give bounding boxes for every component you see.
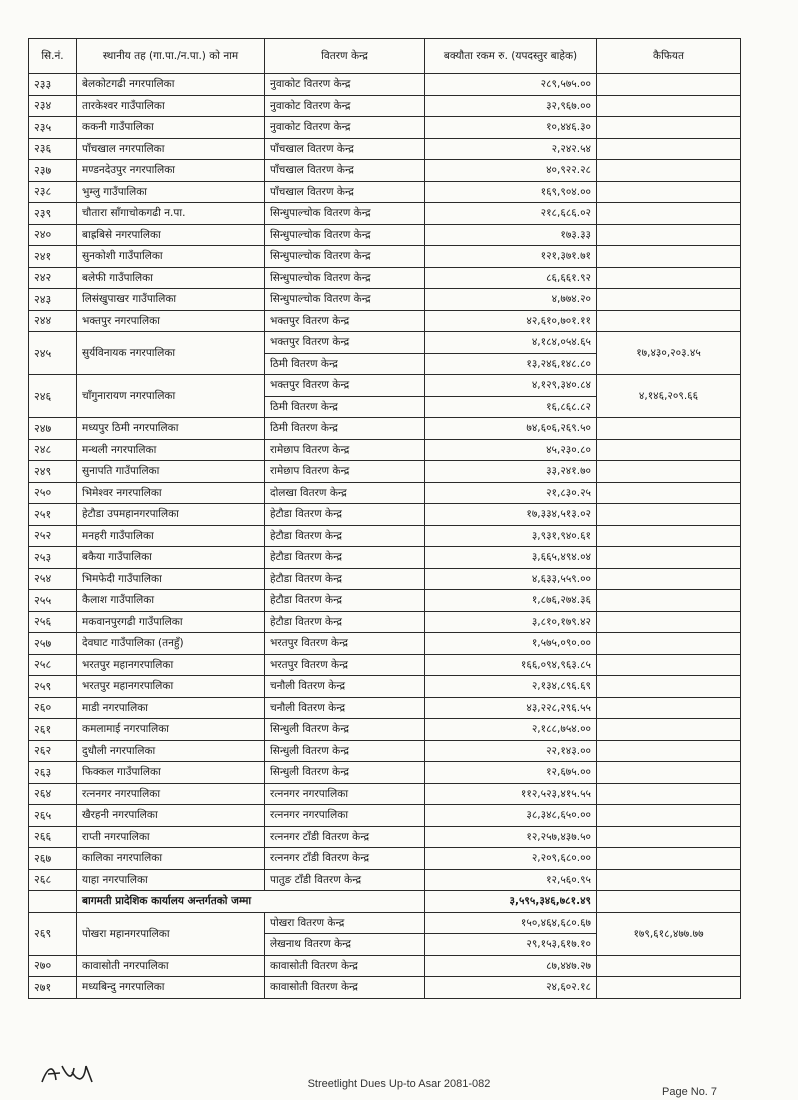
row-sn: २४१ [29,246,77,268]
row-remarks [597,955,741,977]
row-sn: २६३ [29,762,77,784]
row-sn: २५२ [29,525,77,547]
row-distribution-center: पोखरा वितरण केन्द्र [265,912,425,934]
row-remarks [597,504,741,526]
table-row [29,719,741,741]
row-sn: २३३ [29,74,77,96]
table-row [29,955,741,977]
row-local-body: मकवानपुरगढी गाउँपालिका [77,611,265,633]
row-remarks [597,547,741,569]
row-distribution-center: पातुङ टाँडी वितरण केन्द्र [265,869,425,891]
row-amount: १०,४४६.३० [425,117,597,139]
row-distribution-center: भरतपुर वितरण केन्द्र [265,654,425,676]
table-row [29,547,741,569]
row-amount: २८९,५७५.०० [425,74,597,96]
table-row [29,375,741,397]
table-row [29,95,741,117]
row-amount: ३,६६५,४९४.०४ [425,547,597,569]
row-local-body: लिसंखुपाखर गाउँपालिका [77,289,265,311]
row-remarks [597,977,741,999]
row-amount: २,१८८,७५४.०० [425,719,597,741]
row-local-body: खैरहनी नगरपालिका [77,805,265,827]
table-row [29,332,741,354]
row-local-body: कावासोती नगरपालिका [77,955,265,977]
table-row [29,117,741,139]
header-name: स्थानीय तह (गा.पा./न.पा.) को नाम [77,39,265,74]
row-amount: २४,६०२.१८ [425,977,597,999]
row-sn: २५९ [29,676,77,698]
row-sn: २५४ [29,568,77,590]
row-remarks [597,611,741,633]
row-amount: २,२०९,६८०.०० [425,848,597,870]
row-amount: ३,८१०,१७९.४२ [425,611,597,633]
table-row [29,224,741,246]
row-local-body: रत्ननगर नगरपालिका [77,783,265,805]
row-local-body: बलेफी गाउँपालिका [77,267,265,289]
row-sn: २५७ [29,633,77,655]
row-sn: २५८ [29,654,77,676]
row-distribution-center: हेटौडा वितरण केन्द्र [265,547,425,569]
row-local-body: मध्यपुर ठिमी नगरपालिका [77,418,265,440]
row-remarks [597,740,741,762]
row-distribution-center: भक्तपुर वितरण केन्द्र [265,310,425,332]
row-sn: २६७ [29,848,77,870]
row-sn: २३९ [29,203,77,225]
row-local-body: सुनकोशी गाउँपालिका [77,246,265,268]
row-local-body: बकैया गाउँपालिका [77,547,265,569]
row-local-body: कैलाश गाउँपालिका [77,590,265,612]
row-remarks [597,461,741,483]
row-remarks [597,267,741,289]
row-local-body: भरतपुर महानगरपालिका [77,676,265,698]
row-sn: २४५ [29,332,77,375]
row-sn: २६० [29,697,77,719]
row-distribution-center: हेटौडा वितरण केन्द्र [265,504,425,526]
table-row [29,869,741,891]
row-local-body: बाह्रबिसे नगरपालिका [77,224,265,246]
row-sn: २३४ [29,95,77,117]
header-center: वितरण केन्द्र [265,39,425,74]
row-remarks [597,697,741,719]
row-amount: ३,९३१,९४०.६१ [425,525,597,547]
row-local-body: भिमेश्वर नगरपालिका [77,482,265,504]
row-distribution-center: रत्ननगर टाँडी वितरण केन्द्र [265,826,425,848]
table-row [29,740,741,762]
row-sn: २४० [29,224,77,246]
row-remarks [597,138,741,160]
row-local-body: मन्थली नगरपालिका [77,439,265,461]
row-distribution-center: रत्ननगर नगरपालिका [265,805,425,827]
row-distribution-center: पाँचखाल वितरण केन्द्र [265,160,425,182]
row-remarks [597,805,741,827]
row-amount: ८७,४४७.२७ [425,955,597,977]
row-distribution-center: रामेछाप वितरण केन्द्र [265,439,425,461]
row-distribution-center: कावासोती वितरण केन्द्र [265,955,425,977]
row-amount: ४३,२२८,२९६.५५ [425,697,597,719]
row-remarks [597,203,741,225]
table-row [29,461,741,483]
row-sn: २६२ [29,740,77,762]
row-distribution-center: रत्ननगर नगरपालिका [265,783,425,805]
table-row [29,525,741,547]
row-local-body: चाँगुनारायण नगरपालिका [77,375,265,418]
row-distribution-center: चनौली वितरण केन्द्र [265,697,425,719]
row-sn: २४३ [29,289,77,311]
row-remarks [597,869,741,891]
row-remarks [597,74,741,96]
row-local-body: सुनापति गाउँपालिका [77,461,265,483]
row-sn: २५० [29,482,77,504]
total-amount: ३,५९५,३४६,७८१.४९ [425,891,597,913]
header-sn: सि.नं. [29,39,77,74]
row-amount: १७३.३३ [425,224,597,246]
table-row [29,203,741,225]
table-row [29,611,741,633]
row-amount: १,८७६,२७४.३६ [425,590,597,612]
row-local-body: माडी नगरपालिका [77,697,265,719]
table-row [29,267,741,289]
row-remarks [597,590,741,612]
row-distribution-center: नुवाकोट वितरण केन्द्र [265,117,425,139]
table-row [29,74,741,96]
row-amount: १६६,०९४,९६३.८५ [425,654,597,676]
row-amount: ७४,६०६,२६९.५० [425,418,597,440]
row-distribution-center: भक्तपुर वितरण केन्द्र [265,375,425,397]
row-amount: १,५७५,०९०.०० [425,633,597,655]
row-distribution-center: हेटौडा वितरण केन्द्र [265,590,425,612]
row-distribution-center: हेटौडा वितरण केन्द्र [265,568,425,590]
row-remarks [597,783,741,805]
row-remarks [597,848,741,870]
row-amount: ४५,२३०.८० [425,439,597,461]
row-distribution-center: नुवाकोट वितरण केन्द्र [265,95,425,117]
table-row [29,676,741,698]
row-sn: २३५ [29,117,77,139]
row-sn: २७० [29,955,77,977]
row-remarks [597,633,741,655]
table-total-row [29,891,741,913]
table-row [29,826,741,848]
table-row [29,289,741,311]
row-sn: २३८ [29,181,77,203]
row-distribution-center: हेटौडा वितरण केन्द्र [265,525,425,547]
row-remarks-subtotal: ४,१४६,२०९.६६ [597,375,741,418]
row-distribution-center: पाँचखाल वितरण केन्द्र [265,181,425,203]
table-row [29,654,741,676]
row-local-body: भक्तपुर नगरपालिका [77,310,265,332]
table-row [29,310,741,332]
row-distribution-center: सिन्धुली वितरण केन्द्र [265,762,425,784]
row-amount: ३३,२४१.७० [425,461,597,483]
row-amount: ८६,६६१.९२ [425,267,597,289]
row-sn: २६५ [29,805,77,827]
row-amount: २९,१५३,६१७.१० [425,934,597,956]
row-remarks [597,246,741,268]
page-number: Page No. 7 [662,1086,718,1098]
row-local-body: भुम्लु गाउँपालिका [77,181,265,203]
table-row [29,246,741,268]
row-amount: १६,८६८.८२ [425,396,597,418]
row-local-body: मनहरी गाउँपालिका [77,525,265,547]
header-remarks: कैफियत [597,39,741,74]
row-local-body: पाँचखाल नगरपालिका [77,138,265,160]
table-row [29,482,741,504]
row-distribution-center: सिन्धुपाल्चोक वितरण केन्द्र [265,224,425,246]
row-distribution-center: सिन्धुपाल्चोक वितरण केन्द्र [265,267,425,289]
row-distribution-center: दोलखा वितरण केन्द्र [265,482,425,504]
row-remarks [597,762,741,784]
row-local-body: देवघाट गाउँपालिका (तनहुँ) [77,633,265,655]
table-row [29,504,741,526]
row-distribution-center: रामेछाप वितरण केन्द्र [265,461,425,483]
row-sn: २५६ [29,611,77,633]
row-local-body: चौतारा साँगाचोकगढी न.पा. [77,203,265,225]
row-amount: १७,३३४,५१३.०२ [425,504,597,526]
header-amount: बक्यौता रकम रु. (यपदस्तुर बाहेक) [425,39,597,74]
row-amount: १५०,४६४,६८०.६७ [425,912,597,934]
row-distribution-center: पाँचखाल वितरण केन्द्र [265,138,425,160]
row-remarks [597,654,741,676]
table-row [29,762,741,784]
row-sn: २४२ [29,267,77,289]
row-local-body: पोखरा महानगरपालिका [77,912,265,955]
row-sn: २६६ [29,826,77,848]
row-sn: २४९ [29,461,77,483]
row-remarks [597,224,741,246]
footer-title: Streetlight Dues Up-to Asar 2081-082 [307,1078,491,1090]
row-remarks [597,289,741,311]
table-row [29,418,741,440]
row-distribution-center: रत्ननगर टाँडी वितरण केन्द्र [265,848,425,870]
row-amount: २१८,६८६.०२ [425,203,597,225]
row-amount: २,१३४,८९६.६९ [425,676,597,698]
row-distribution-center: सिन्धुली वितरण केन्द्र [265,740,425,762]
row-amount: ३२,९६७.०० [425,95,597,117]
row-local-body: बेलकोटगढी नगरपालिका [77,74,265,96]
table-row [29,977,741,999]
row-local-body: याहा नगरपालिका [77,869,265,891]
row-local-body: सुर्यविनायक नगरपालिका [77,332,265,375]
table-header-row [29,39,741,74]
row-amount: १२,६७५.०० [425,762,597,784]
row-amount: ४,७७४.२० [425,289,597,311]
row-local-body: भिमफेदी गाउँपालिका [77,568,265,590]
row-local-body: दुधौली नगरपालिका [77,740,265,762]
row-amount: १२,२५७,४३७.५० [425,826,597,848]
row-remarks [597,568,741,590]
row-sn: २४४ [29,310,77,332]
row-amount: २२,१४३.०० [425,740,597,762]
row-local-body: तारकेश्वर गाउँपालिका [77,95,265,117]
row-remarks [597,525,741,547]
row-remarks [597,418,741,440]
row-sn: २४६ [29,375,77,418]
row-distribution-center: हेटौडा वितरण केन्द्र [265,611,425,633]
table-row [29,633,741,655]
row-local-body: मध्यबिन्दु नगरपालिका [77,977,265,999]
row-sn: २३७ [29,160,77,182]
row-distribution-center: कावासोती वितरण केन्द्र [265,977,425,999]
row-sn: २५५ [29,590,77,612]
row-sn: २६८ [29,869,77,891]
row-distribution-center: सिन्धुपाल्चोक वितरण केन्द्र [265,246,425,268]
table-row [29,138,741,160]
row-amount: ४,६३३,५५९.०० [425,568,597,590]
row-remarks [597,439,741,461]
row-distribution-center: भरतपुर वितरण केन्द्र [265,633,425,655]
row-sn: २५३ [29,547,77,569]
row-distribution-center: सिन्धुपाल्चोक वितरण केन्द्र [265,289,425,311]
row-amount: ११२,५२३,४१५.५५ [425,783,597,805]
row-remarks [597,160,741,182]
row-sn: २७१ [29,977,77,999]
row-distribution-center: ठिमी वितरण केन्द्र [265,418,425,440]
row-sn: २५१ [29,504,77,526]
row-sn: २६१ [29,719,77,741]
row-remarks [597,181,741,203]
row-local-body: ककनी गाउँपालिका [77,117,265,139]
dues-table [28,38,741,999]
row-local-body: मण्डनदेउपुर नगरपालिका [77,160,265,182]
row-distribution-center: ठिमी वितरण केन्द्र [265,396,425,418]
row-remarks [597,719,741,741]
row-distribution-center: नुवाकोट वितरण केन्द्र [265,74,425,96]
row-amount: ४,१२९,३४०.८४ [425,375,597,397]
row-sn: २६९ [29,912,77,955]
row-sn: २३६ [29,138,77,160]
total-label: बागमती प्रादेशिक कार्यालय अन्तर्गतको जम्मा [77,891,425,913]
row-distribution-center: चनौली वितरण केन्द्र [265,676,425,698]
row-amount: ४२,६१०,७०१.११ [425,310,597,332]
row-remarks [597,95,741,117]
row-distribution-center: भक्तपुर वितरण केन्द्र [265,332,425,354]
row-local-body: भरतपुर महानगरपालिका [77,654,265,676]
row-distribution-center: ठिमी वितरण केन्द्र [265,353,425,375]
total-empty [29,891,77,913]
row-remarks-subtotal: १७९,६१८,४७७.७७ [597,912,741,955]
table-row [29,697,741,719]
table-row [29,805,741,827]
row-amount: २१,८३०.२५ [425,482,597,504]
table-row [29,783,741,805]
row-sn: २४८ [29,439,77,461]
table-row [29,160,741,182]
row-local-body: फिक्कल गाउँपालिका [77,762,265,784]
table-row [29,181,741,203]
row-sn: २४७ [29,418,77,440]
row-local-body: कमलामाई नगरपालिका [77,719,265,741]
row-remarks [597,310,741,332]
table-row [29,590,741,612]
table-row [29,848,741,870]
row-distribution-center: सिन्धुपाल्चोक वितरण केन्द्र [265,203,425,225]
row-amount: ४०,९२२.२८ [425,160,597,182]
row-local-body: हेटौडा उपमहानगरपालिका [77,504,265,526]
table-row [29,568,741,590]
row-amount: १६९,९०४.०० [425,181,597,203]
row-amount: २,२४२.५४ [425,138,597,160]
total-remarks [597,891,741,913]
row-local-body: कालिका नगरपालिका [77,848,265,870]
row-amount: १३,२४६,१४८.८० [425,353,597,375]
row-remarks [597,117,741,139]
row-remarks [597,482,741,504]
row-amount: १२१,३७१.७१ [425,246,597,268]
row-sn: २६४ [29,783,77,805]
row-remarks-subtotal: १७,४३०,२०३.४५ [597,332,741,375]
table-row [29,439,741,461]
row-amount: ३८,३४८,६५०.०० [425,805,597,827]
row-distribution-center: सिन्धुली वितरण केन्द्र [265,719,425,741]
row-local-body: राप्ती नगरपालिका [77,826,265,848]
row-amount: १२,५६०.९५ [425,869,597,891]
row-remarks [597,676,741,698]
row-amount: ४,१८४,०५४.६५ [425,332,597,354]
row-distribution-center: लेखनाथ वितरण केन्द्र [265,934,425,956]
table-row [29,912,741,934]
row-remarks [597,826,741,848]
